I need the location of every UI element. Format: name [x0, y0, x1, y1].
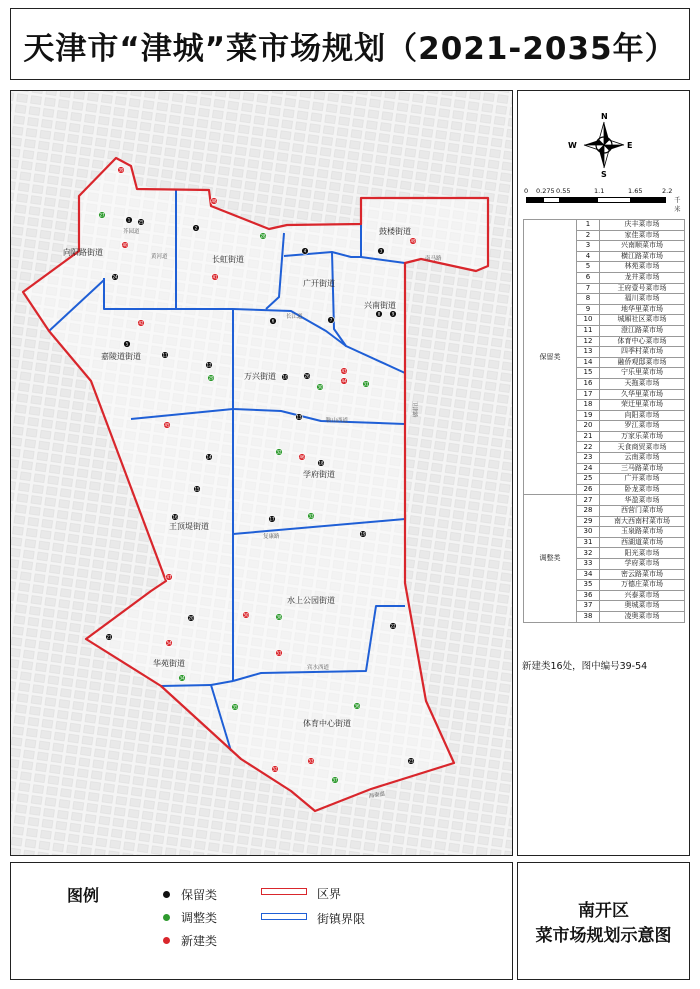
market-name: 南大西南村菜市场 [600, 516, 685, 527]
market-marker-43 [341, 368, 348, 375]
marker-number: 6 [271, 318, 275, 324]
marker-number: 31 [363, 381, 369, 387]
market-marker-16 [172, 514, 179, 521]
market-marker-37 [332, 777, 339, 784]
scale-tick: 0.55 [556, 187, 571, 195]
scale-tick: 0 [524, 187, 529, 195]
marker-number: 15 [194, 486, 200, 492]
street-label-xiangyanglu: 向阳路街道 [63, 248, 103, 257]
street-label-wangdingdi: 王顶堤街道 [169, 522, 209, 531]
market-name: 云南菜市场 [600, 453, 685, 464]
compass-w: W [568, 141, 577, 150]
market-number: 11 [577, 325, 600, 336]
market-marker-23 [408, 758, 415, 765]
marker-number: 19 [360, 531, 366, 537]
market-name: 罗江菜市场 [600, 421, 685, 432]
market-name: 久华里菜市场 [600, 389, 685, 400]
market-marker-41 [212, 274, 219, 281]
market-name: 学府菜市场 [600, 559, 685, 570]
market-marker-12 [206, 362, 213, 369]
market-number: 30 [577, 527, 600, 538]
street-label-guangkai: 广开街道 [303, 279, 335, 288]
marker-number: 21 [106, 634, 112, 640]
market-name: 城厢社区菜市场 [600, 315, 685, 326]
market-number: 31 [577, 537, 600, 548]
market-number: 29 [577, 516, 600, 527]
marker-number: 47 [166, 574, 172, 580]
street-label-xuefu: 学府街道 [303, 470, 335, 479]
market-name: 三马路菜市场 [600, 463, 685, 474]
market-name: 地华里菜市场 [600, 304, 685, 315]
marker-number: 16 [172, 514, 178, 520]
market-marker-17 [269, 516, 276, 523]
legend-district-label: 区界 [317, 887, 342, 901]
market-name: 奥城菜市场 [600, 601, 685, 612]
market-marker-7 [328, 317, 335, 324]
marker-number: 39 [118, 167, 124, 173]
market-marker-5 [124, 341, 131, 348]
marker-number: 3 [379, 248, 383, 254]
market-marker-40 [122, 242, 129, 249]
marker-number: 54 [166, 640, 172, 646]
market-name: 四季村菜市场 [600, 347, 685, 358]
map-name-line1: 南开区 [578, 901, 629, 921]
market-number: 35 [577, 580, 600, 591]
market-number: 38 [577, 611, 600, 622]
market-number: 6 [577, 272, 600, 283]
market-name: 凌奥菜市场 [600, 611, 685, 622]
market-marker-51 [276, 650, 283, 657]
market-marker-31 [363, 381, 370, 388]
market-number: 26 [577, 484, 600, 495]
market-number: 21 [577, 431, 600, 442]
street-label-wanxing: 万兴街道 [244, 372, 276, 381]
market-number: 14 [577, 357, 600, 368]
market-name: 广开菜市场 [600, 474, 685, 485]
marker-number: 7 [329, 317, 333, 323]
market-name: 横江路菜市场 [600, 251, 685, 262]
market-name: 卧龙菜市场 [600, 484, 685, 495]
market-marker-52 [272, 766, 279, 773]
road-label-r6: 宾水西道 [307, 665, 330, 671]
market-name: 兴南顺菜市场 [600, 241, 685, 252]
market-marker-22 [390, 623, 397, 630]
marker-number: 4 [303, 248, 307, 254]
market-marker-25 [138, 219, 145, 226]
road-label-r5: 复康路 [263, 534, 280, 540]
marker-number: 41 [212, 274, 218, 280]
map-panel [10, 90, 513, 856]
market-name: 万家乐菜市场 [600, 431, 685, 442]
market-marker-2 [193, 225, 200, 232]
marker-number: 25 [138, 219, 144, 225]
market-name: 林苑菜市场 [600, 262, 685, 273]
scale-unit: 千米 [674, 196, 681, 213]
market-number: 37 [577, 601, 600, 612]
market-marker-28 [260, 233, 267, 240]
street-label-huayuan: 华苑街道 [153, 659, 185, 668]
market-name: 福川菜市场 [600, 294, 685, 305]
marker-number: 8 [377, 311, 381, 317]
market-marker-33 [308, 513, 315, 520]
market-marker-13 [296, 414, 303, 421]
marker-number: 29 [208, 375, 214, 381]
marker-number: 20 [188, 615, 194, 621]
market-name: 阳光菜市场 [600, 548, 685, 559]
scale-segment [526, 197, 543, 203]
marker-number: 9 [391, 311, 395, 317]
legend-street-label: 街镇界限 [317, 912, 366, 926]
scale-tick: 2.2 [662, 187, 673, 195]
market-number: 7 [577, 283, 600, 294]
market-number: 5 [577, 262, 600, 273]
compass-e: E [627, 141, 633, 150]
street-line-icon [261, 913, 307, 920]
market-name: 体育中心菜市场 [600, 336, 685, 347]
north-arrow-compass [558, 109, 648, 179]
market-number: 19 [577, 410, 600, 421]
market-marker-10 [282, 374, 289, 381]
market-number: 18 [577, 400, 600, 411]
road-label-r3: 南马路 [425, 256, 442, 262]
category-cell: 保留类 [524, 220, 577, 495]
market-marker-45 [164, 422, 171, 429]
market-marker-21 [106, 634, 113, 641]
street-label-gulou: 鼓楼街道 [379, 227, 411, 236]
title-panel [10, 8, 690, 80]
scale-segment [543, 197, 560, 203]
road-label-r2: 黄河道 [151, 254, 168, 260]
scale-tick: 0.275 [536, 187, 555, 195]
market-number: 32 [577, 548, 600, 559]
market-name: 玉泉路菜市场 [600, 527, 685, 538]
scale-segment [560, 197, 597, 203]
new-market-note: 新建类16处，图中编号39-54 [522, 661, 648, 672]
marker-number: 49 [410, 238, 416, 244]
market-number: 20 [577, 421, 600, 432]
road-label-r9: 卫津路 [411, 401, 417, 418]
marker-number: 32 [276, 449, 282, 455]
market-number: 4 [577, 251, 600, 262]
market-marker-9 [390, 311, 397, 318]
market-name: 兴泰菜市场 [600, 590, 685, 601]
district-map [11, 91, 513, 856]
road-label-r4: 鞍山西道 [326, 418, 349, 424]
legend-new-label: 新建类 [181, 934, 218, 948]
market-marker-26 [304, 373, 311, 380]
info-panel [517, 90, 690, 856]
market-marker-47 [166, 574, 173, 581]
market-number: 15 [577, 368, 600, 379]
market-marker-42 [138, 320, 145, 327]
market-name: 荣迁里菜市场 [600, 400, 685, 411]
marker-number: 5 [125, 341, 129, 347]
marker-number: 44 [341, 378, 347, 384]
street-label-xingnan: 兴南街道 [364, 301, 396, 310]
page-title: 天津市“津城”菜市场规划（2021-2035年） [23, 31, 677, 67]
market-marker-29 [208, 375, 215, 382]
retain-dot-icon [163, 891, 170, 898]
road-label-r7: 海泰道 [368, 791, 386, 800]
market-number: 9 [577, 304, 600, 315]
market-number: 34 [577, 569, 600, 580]
district-line-icon [261, 888, 307, 895]
market-name: 西营门菜市场 [600, 506, 685, 517]
marker-number: 52 [272, 766, 278, 772]
marker-number: 38 [276, 614, 282, 620]
market-number: 22 [577, 442, 600, 453]
marker-number: 26 [304, 373, 310, 379]
marker-number: 35 [232, 704, 238, 710]
market-number: 10 [577, 315, 600, 326]
market-marker-44 [341, 378, 348, 385]
market-marker-54 [166, 640, 173, 647]
marker-number: 17 [269, 516, 275, 522]
market-name: 家佳菜市场 [600, 230, 685, 241]
market-name: 庆丰菜市场 [600, 220, 685, 231]
market-name: 龙井菜市场 [600, 272, 685, 283]
scale-tick: 1.1 [594, 187, 605, 195]
market-marker-3 [378, 248, 385, 255]
market-marker-11 [162, 352, 169, 359]
legend-panel [10, 862, 513, 980]
legend-retain-label: 保留类 [181, 888, 218, 902]
legend-title: 图例 [67, 886, 100, 905]
market-marker-53 [308, 758, 315, 765]
marker-number: 10 [282, 374, 288, 380]
market-marker-8 [376, 311, 383, 318]
marker-number: 36 [354, 703, 360, 709]
market-name: 王府壹号菜市场 [600, 283, 685, 294]
market-name: 万德庄菜市场 [600, 580, 685, 591]
scale-segment [631, 197, 666, 203]
marker-number: 42 [138, 320, 144, 326]
market-marker-6 [270, 318, 277, 325]
marker-number: 40 [122, 242, 128, 248]
market-number: 2 [577, 230, 600, 241]
market-number: 8 [577, 294, 600, 305]
market-marker-48 [211, 198, 218, 205]
market-name: 融侨观邸菜市场 [600, 357, 685, 368]
marker-number: 37 [332, 777, 338, 783]
market-list-table [523, 219, 685, 623]
marker-number: 51 [276, 650, 282, 656]
marker-number: 23 [408, 758, 414, 764]
market-number: 27 [577, 495, 600, 506]
market-number: 28 [577, 506, 600, 517]
market-marker-36 [354, 703, 361, 710]
category-cell: 调整类 [524, 495, 577, 622]
market-marker-50 [243, 612, 250, 619]
marker-number: 11 [162, 352, 168, 358]
marker-number: 33 [308, 513, 314, 519]
compass-s: S [601, 170, 607, 179]
marker-number: 18 [318, 460, 324, 466]
market-name: 向阳菜市场 [600, 410, 685, 421]
market-number: 33 [577, 559, 600, 570]
market-name: 澄江路菜市场 [600, 325, 685, 336]
road-label-r1: 芥园道 [123, 229, 140, 235]
marker-number: 28 [260, 233, 266, 239]
marker-number: 34 [179, 675, 185, 681]
market-row [524, 220, 685, 231]
market-marker-30 [317, 384, 324, 391]
market-marker-35 [232, 704, 239, 711]
map-name-panel [517, 862, 690, 980]
market-marker-32 [276, 449, 283, 456]
marker-number: 12 [206, 362, 212, 368]
market-marker-49 [410, 238, 417, 245]
marker-number: 24 [112, 274, 118, 280]
market-marker-34 [179, 675, 186, 682]
market-marker-18 [318, 460, 325, 467]
marker-number: 13 [296, 414, 302, 420]
market-marker-4 [302, 248, 309, 255]
market-marker-20 [188, 615, 195, 622]
marker-number: 27 [99, 212, 105, 218]
marker-number: 50 [243, 612, 249, 618]
market-name: 西湖道菜市场 [600, 537, 685, 548]
street-label-tiyuzhongxin: 体育中心街道 [303, 719, 351, 728]
compass-rose-icon [584, 122, 624, 168]
market-name: 天拖菜市场 [600, 378, 685, 389]
scale-segment [597, 197, 631, 203]
market-number: 23 [577, 453, 600, 464]
market-marker-1 [126, 217, 133, 224]
street-label-changhong: 长虹街道 [212, 255, 244, 264]
marker-number: 48 [211, 198, 217, 204]
market-number: 16 [577, 378, 600, 389]
market-marker-15 [194, 486, 201, 493]
market-name: 宁乐里菜市场 [600, 368, 685, 379]
market-marker-24 [112, 274, 119, 281]
street-label-shuishang: 水上公园街道 [287, 596, 335, 605]
marker-number: 53 [308, 758, 314, 764]
market-marker-39 [118, 167, 125, 174]
marker-number: 2 [194, 225, 198, 231]
marker-number: 45 [164, 422, 170, 428]
new-dot-icon [163, 937, 170, 944]
market-marker-14 [206, 454, 213, 461]
adjust-dot-icon [163, 914, 170, 921]
marker-number: 1 [127, 217, 131, 223]
market-number: 13 [577, 347, 600, 358]
marker-number: 46 [299, 454, 305, 460]
market-number: 1 [577, 220, 600, 231]
marker-number: 30 [317, 384, 323, 390]
market-number: 17 [577, 389, 600, 400]
market-marker-46 [299, 454, 306, 461]
legend-adjust-label: 调整类 [181, 911, 218, 925]
market-number: 12 [577, 336, 600, 347]
market-marker-27 [99, 212, 106, 219]
street-label-jialingdao: 嘉陵道街道 [101, 352, 141, 361]
market-marker-19 [360, 531, 367, 538]
market-name: 密云路菜市场 [600, 569, 685, 580]
compass-n: N [601, 112, 608, 121]
street-boundary-line [161, 685, 211, 686]
scale-tick: 1.65 [628, 187, 643, 195]
market-number: 25 [577, 474, 600, 485]
marker-number: 43 [341, 368, 347, 374]
map-name-line2: 菜市场规划示意图 [535, 926, 672, 946]
scale-bar [524, 187, 686, 213]
market-row [524, 495, 685, 506]
marker-number: 22 [390, 623, 396, 629]
market-name: 天食商贸菜市场 [600, 442, 685, 453]
market-number: 3 [577, 241, 600, 252]
market-number: 24 [577, 463, 600, 474]
market-name: 华盈菜市场 [600, 495, 685, 506]
market-number: 36 [577, 590, 600, 601]
road-label-r8: 长江道 [286, 314, 303, 320]
marker-number: 14 [206, 454, 212, 460]
market-marker-38 [276, 614, 283, 621]
